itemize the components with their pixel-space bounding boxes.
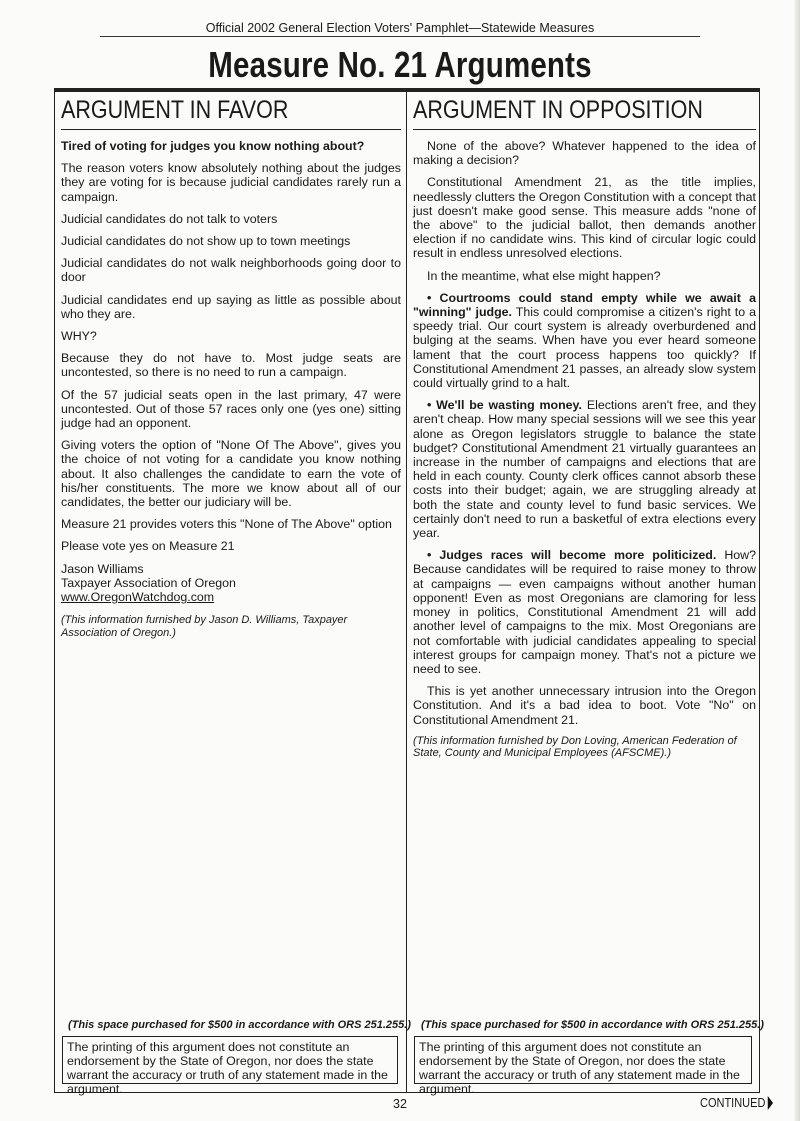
- favor-paragraph: WHY?: [61, 329, 97, 344]
- favor-disclaimer: The printing of this argument does not constitute an endorsement by the State of Oregon, nor does the state warrant the accuracy or truth of any statement made in the argument.: [62, 1036, 398, 1084]
- opposition-heading: ARGUMENT IN OPPOSITION: [413, 96, 703, 124]
- top-thick-rule: [54, 88, 760, 92]
- header-rule: [100, 36, 700, 37]
- running-header: Official 2002 General Election Voters' Pamphlet—Statewide Measures: [205, 21, 595, 35]
- bullet-text: This could compromise a citizen's right to a speedy trial. Our court system is already overburdened and bulging at the seams. When have you ever heard someone lament that the court process happens too quickly? If Constitutional Amendment 21 passes, an already slow system could virtually grind to a halt.: [413, 305, 756, 391]
- scan-edge: [794, 0, 800, 1121]
- favor-lead: Tired of voting for judges you know nothing about?: [61, 139, 365, 153]
- page-title: Measure No. 21 Arguments: [208, 44, 592, 85]
- favor-paragraph: The reason voters know absolutely nothing about the judges they are voting for is because judicial candidates rarely run a campaign.: [61, 161, 401, 204]
- argument-in-favor: [61, 96, 401, 647]
- favor-paragraph: Judicial candidates do not walk neighborhoods going door to door: [61, 256, 401, 285]
- favor-paragraph: Please vote yes on Measure 21: [61, 539, 235, 554]
- argument-in-opposition: [413, 96, 756, 768]
- favor-paragraph: Judicial candidates do not talk to voters: [61, 211, 278, 226]
- bullet-text: How? Because candidates will be required to raise money to throw at campaigns — even campaigns without another human opponent! Even as most Oregonians are clamoring for less money in politics, Constitutional Amendment 21 will add another level of campaigns to the mix. Most Oregonians are not comfortable with judicial candidates appealing to special interest groups for campaign money. That's not a picture we need to see.: [413, 548, 757, 676]
- opposition-purchase-note: (This space purchased for $500 in accordance with ORS 251.255.): [421, 1019, 764, 1031]
- opposition-credit: (This information furnished by Don Loving, American Federation of State, County and Municipal Employees (AFSCME).): [413, 734, 737, 760]
- bullet-text: Elections aren't free, and they aren't cheap. How many special sessions will we see this year alone as Oregon legislators struggle to balance the state budget? Constitutional Amendment 21 virtually guarantees an increase in the number of campaigns and elections that are held in each county. County clerk offices cannot absorb these costs into their budget; again, we are struggling already at both the state and county level to fund basic services. We certainly don't need to run a basketful of extra elections every year.: [413, 398, 756, 541]
- favor-credit: (This information furnished by Jason D. Williams, Taxpayer Association of Oregon.): [61, 614, 348, 639]
- website-link[interactable]: www.OregonWatchdog.com: [61, 590, 215, 605]
- favor-paragraph: Judicial candidates end up saying as little as possible about who they are.: [61, 292, 401, 321]
- favor-paragraph: Measure 21 provides voters this "None of The Above" option: [61, 517, 392, 532]
- page-number: 32: [393, 1097, 407, 1111]
- bullet-lead: • Judges races will become more politicized.: [427, 548, 717, 563]
- favor-heading: ARGUMENT IN FAVOR: [61, 96, 289, 124]
- opposition-paragraph: Constitutional Amendment 21, as the title implies, needlessly clutters the Oregon Constitution with a concept that just doesn't make good sense. This measure adds "none of the above" to the judicial ballot, then demands another election if no candidate wins. This kind of circular logic could result in endless unresolved elections.: [413, 175, 756, 261]
- opposition-bullet: [413, 398, 756, 540]
- favor-paragraph: Of the 57 judicial seats open in the last primary, 47 were uncontested. Out of those 57 races only one (yes one) sitting judge had an opponent.: [61, 387, 401, 431]
- favor-heading-rule: [61, 129, 401, 130]
- continued-label: CONTINUED: [700, 1096, 766, 1110]
- opposition-paragraph: In the meantime, what else might happen?: [427, 268, 661, 283]
- bullet-lead: • We'll be wasting money.: [427, 398, 582, 413]
- signature-name: Jason Williams: [61, 561, 144, 576]
- opposition-paragraph: None of the above? Whatever happened to the idea of making a decision?: [413, 139, 756, 168]
- opposition-disclaimer: The printing of this argument does not constitute an endorsement by the State of Oregon, nor does the state warrant the accuracy or truth of any statement made in the argument.: [414, 1036, 752, 1084]
- opposition-paragraph: This is yet another unnecessary intrusion into the Oregon Constitution. And it's a bad idea to boot. Vote "No" on Constitutional Amendment 21.: [413, 684, 756, 727]
- favor-paragraph: Giving voters the option of "None Of The Above", gives you the choice of not voting for a candidate you know nothing about. It also challenges the candidate to earn the vote of his/her constituents. The more we know about all of our candidates, the better our judiciary will be.: [61, 438, 401, 510]
- column-divider: [406, 92, 407, 1092]
- arrow-right-icon: [768, 1096, 773, 1110]
- opposition-bullet: [413, 291, 756, 390]
- favor-paragraph: Because they do not have to. Most judge seats are uncontested, so there is no need to run a campaign.: [61, 351, 401, 380]
- opposition-bullet: [413, 548, 756, 676]
- bullet-lead: • Courtrooms could stand empty while we await a "winning" judge.: [413, 290, 756, 320]
- opposition-heading-rule: [413, 129, 756, 130]
- favor-purchase-note: (This space purchased for $500 in accordance with ORS 251.255.): [68, 1019, 411, 1031]
- favor-paragraph: Judicial candidates do not show up to town meetings: [61, 234, 351, 249]
- signature-org: Taxpayer Association of Oregon: [61, 575, 236, 590]
- continued-link[interactable]: [700, 1096, 773, 1110]
